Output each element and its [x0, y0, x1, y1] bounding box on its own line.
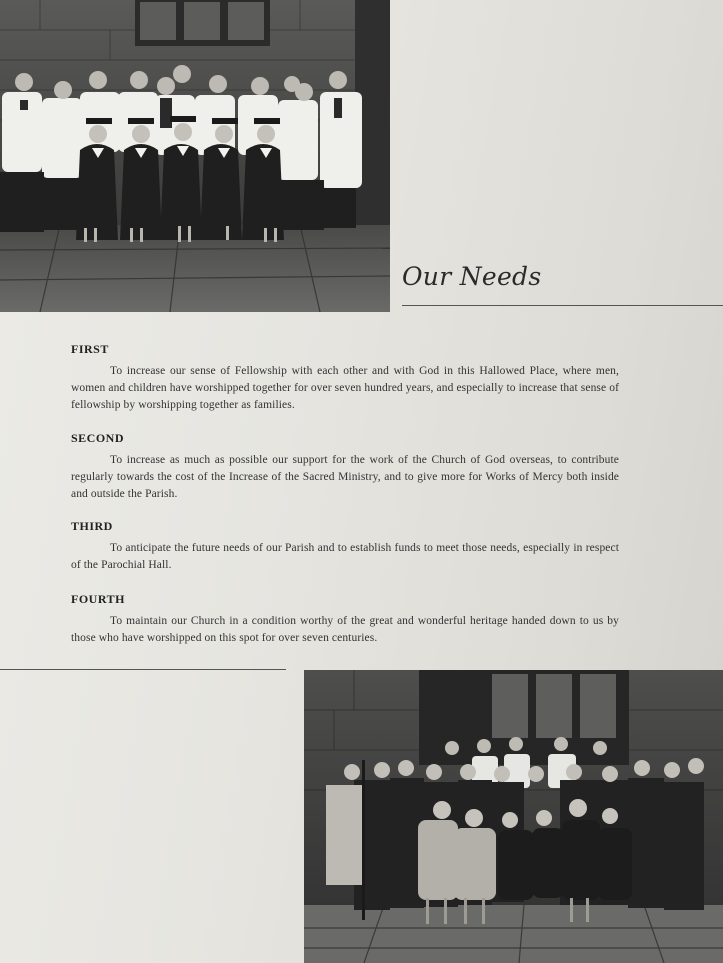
section-text: To anticipate the future needs of our Parish and to establish funds to meet those needs, especially in respect of the Parochial Hall. [71, 542, 619, 571]
heading-rule [402, 305, 723, 306]
choir-group-photo [0, 0, 390, 312]
section-text: To increase as much as possible our support for the work of the Church of God overseas, to contribute regularly towards the cost of the Increase of the Sacred Ministry, and to give more for Works of Mercy both inside and outside the Parish. [71, 454, 619, 500]
needs-section-first [71, 342, 619, 414]
section-title: SECOND [71, 431, 125, 445]
needs-section-third [71, 519, 619, 574]
section-divider-rule [0, 669, 286, 670]
section-title: FOURTH [71, 592, 125, 606]
parish-group-photo [304, 670, 723, 963]
page-heading: Our Needs [402, 262, 542, 291]
section-text: To maintain our Church in a condition worthy of the great and wonderful heritage handed down to us by those who have worshipped on this spot for over seven centuries. [71, 615, 619, 644]
section-title: FIRST [71, 342, 109, 356]
section-title: THIRD [71, 519, 113, 533]
section-text: To increase our sense of Fellowship with each other and with God in this Hallowed Place, where men, women and children have worshipped together for over seven hundred years, and especially to increase that sense of fellowship by worshipping together as families. [71, 365, 619, 411]
needs-section-fourth [71, 592, 619, 647]
needs-section-second [71, 431, 619, 503]
